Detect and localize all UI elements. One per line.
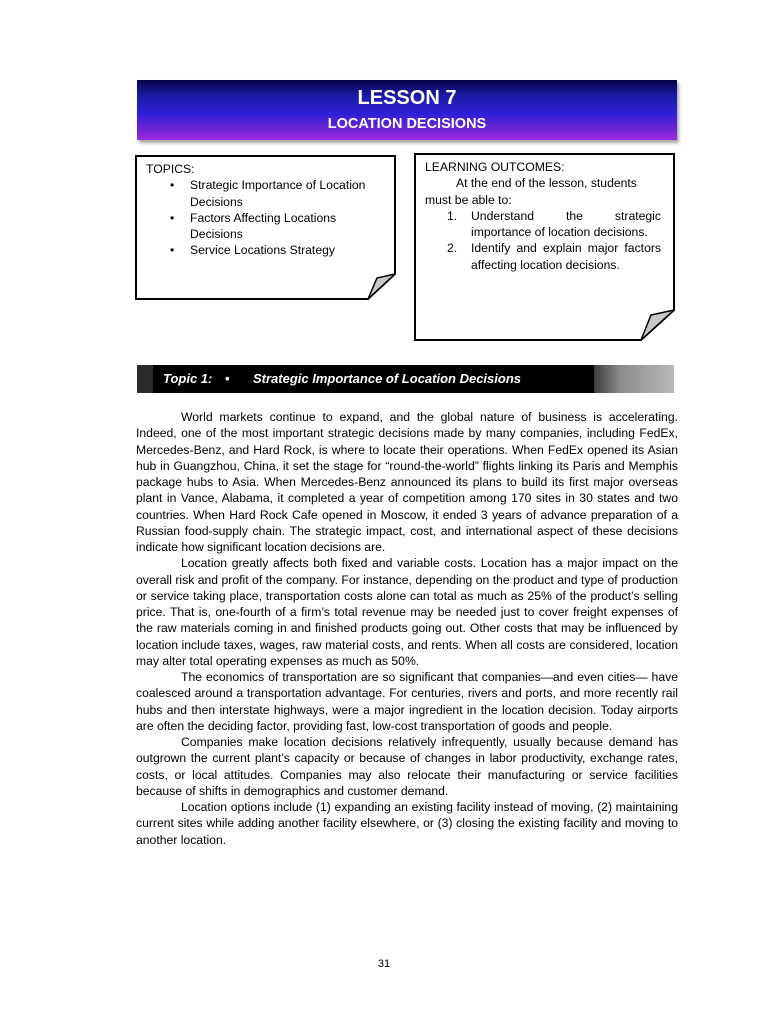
topic-item: • Service Locations Strategy — [146, 242, 382, 258]
topic-heading-bar — [137, 365, 674, 393]
topic-title: Strategic Importance of Location Decisions — [253, 371, 521, 386]
learning-outcomes-card — [414, 153, 675, 341]
paragraph: Location greatly affects both fixed and variable costs. Location has a major impact on the overall risk and profit of the company. For instance, depending on the product and type of production or service taking place, transportation costs alone can total as much as 25% of the product’s selling price. That is, one-fourth of a firm’s total revenue may be needed just to cover freight expenses of the raw materials coming in and finished products going out. Other costs that may be influenced by location include taxes, wages, raw material costs, and rents. When all costs are considered, location may alter total operating expenses as much as 50%. — [136, 556, 678, 668]
paragraph: Companies make location decisions relatively infrequently, usually because demand has outgrown the current plant’s capacity or because of changes in labor productivity, exchange rates, costs, or local attitudes. Companies may also relocate their manufacturing or service facilities because of shifts in demographics and customer demand. — [136, 735, 678, 798]
topics-heading: TOPICS: — [146, 162, 195, 176]
paragraph: World markets continue to expand, and the global nature of business is accelerating. Indeed, one of the most important strategic decisions made by many companies, including FedEx, Mercedes-Benz, and Hard Rock, is where to locate their operations. When FedEx opened its Asian hub in Guangzhou, China, it set the stage for “round-the-world” flights linking its Paris and Memphis package hubs to Asia. When Mercedes-Benz announced its plans to build its first major overseas plant in Vance, Alabama, it completed a year of competition among 170 sites in 30 states and two countries. When Hard Rock Cafe opened in Moscow, it ended 3 years of advance preparation of a Russian food-supply chain. The strategic impact, cost, and international aspect of these decisions indicate how significant location decisions are. — [136, 410, 678, 554]
outcome-text: Understand the strategic importance of location decisions. — [471, 208, 661, 240]
page-number: 31 — [377, 958, 391, 970]
outcome-item — [425, 208, 661, 241]
outcome-number: 1. — [447, 208, 458, 223]
topic-item: • Strategic Importance of Location Decisions — [146, 177, 382, 210]
topic-item: • Factors Affecting Locations Decisions — [146, 210, 382, 243]
topics-list — [146, 177, 382, 258]
outcome-number: 2. — [447, 241, 458, 256]
lesson-title: LOCATION DECISIONS — [327, 116, 487, 132]
outcomes-heading: LEARNING OUTCOMES: — [425, 160, 565, 174]
topic-bullet: • — [225, 371, 230, 386]
paragraph: Location options include (1) expanding an existing facility instead of moving, (2) maintaining current sites while adding another facility elsewhere, or (3) closing the existing facility and moving to another location. — [136, 800, 678, 847]
paragraph: The economics of transportation are so significant that companies—and even cities— have coalesced around a transportation advantage. For centuries, rivers and ports, and more recently rail hubs and then interstate highways, were a major ingredient in the location decision. Today airports are often the deciding factor, providing fast, low-cost transportation of goods and people. — [136, 670, 678, 733]
lesson-banner — [137, 80, 677, 140]
outcomes-intro: At the end of the lesson, students must be able to: — [425, 176, 637, 207]
outcome-item — [425, 240, 661, 273]
topics-card — [135, 155, 396, 300]
topic-label: Topic 1: — [163, 371, 213, 386]
outcome-text: Identify and explain major factors affecting location decisions. — [471, 241, 661, 272]
outcomes-list — [425, 208, 661, 273]
body-text — [136, 409, 678, 848]
lesson-number: LESSON 7 — [357, 87, 457, 109]
